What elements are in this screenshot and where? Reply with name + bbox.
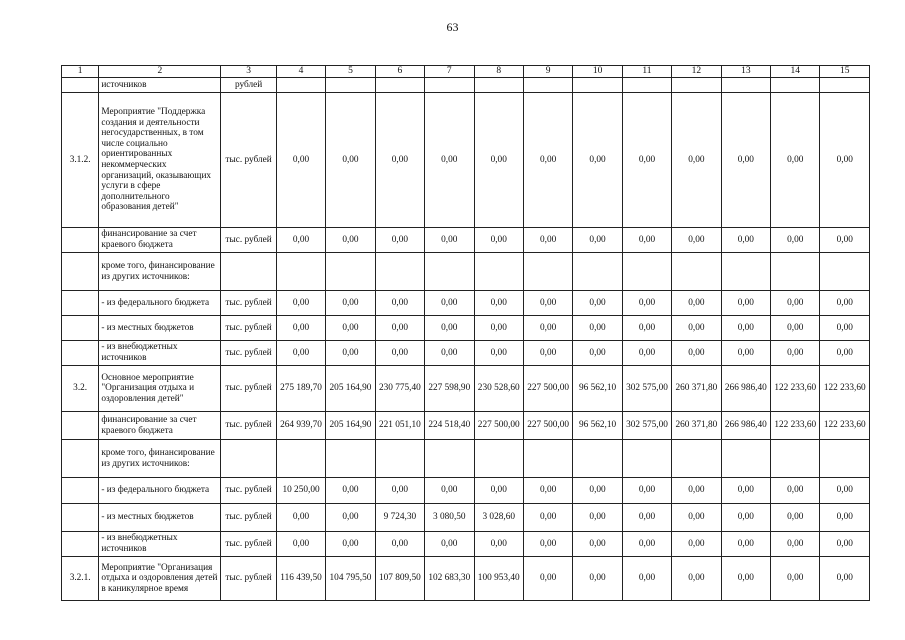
value-cell: [672, 253, 721, 291]
value-cell: [721, 440, 770, 478]
row-unit: [221, 253, 276, 291]
value-cell: 0,00: [771, 93, 820, 228]
value-cell: 0,00: [771, 228, 820, 253]
value-cell: 0,00: [375, 341, 424, 366]
value-cell: 0,00: [820, 504, 870, 532]
column-header: 5: [326, 66, 375, 78]
value-cell: 116 439,50: [276, 557, 325, 601]
value-cell: 0,00: [721, 228, 770, 253]
value-cell: 0,00: [622, 93, 671, 228]
table-row: [62, 341, 870, 366]
value-cell: [672, 78, 721, 93]
value-cell: 205 164,90: [326, 366, 375, 412]
value-cell: 0,00: [523, 341, 572, 366]
value-cell: 0,00: [425, 93, 474, 228]
table-row: [62, 78, 870, 93]
row-code: [62, 478, 99, 504]
value-cell: 0,00: [573, 341, 622, 366]
value-cell: 0,00: [573, 478, 622, 504]
value-cell: 0,00: [425, 478, 474, 504]
value-cell: 100 953,40: [474, 557, 523, 601]
row-unit: тыс. рублей: [221, 366, 276, 412]
value-cell: [523, 78, 572, 93]
value-cell: 0,00: [721, 557, 770, 601]
table-row: [62, 478, 870, 504]
row-name: - из федерального бюджета: [99, 291, 221, 316]
value-cell: 0,00: [622, 291, 671, 316]
page-number: 63: [446, 20, 459, 34]
value-cell: 0,00: [425, 532, 474, 557]
value-cell: [474, 440, 523, 478]
row-code: [62, 253, 99, 291]
value-cell: 275 189,70: [276, 366, 325, 412]
value-cell: 0,00: [771, 291, 820, 316]
value-cell: 107 809,50: [375, 557, 424, 601]
value-cell: 0,00: [771, 341, 820, 366]
column-header: 14: [771, 66, 820, 78]
row-name: Мероприятие "Организация отдыха и оздоровления детей в каникулярное время: [99, 557, 221, 601]
value-cell: 0,00: [820, 557, 870, 601]
value-cell: 0,00: [672, 228, 721, 253]
value-cell: 0,00: [326, 93, 375, 228]
value-cell: 0,00: [721, 504, 770, 532]
row-code: [62, 504, 99, 532]
row-name: - из федерального бюджета: [99, 478, 221, 504]
value-cell: [425, 253, 474, 291]
value-cell: 0,00: [672, 316, 721, 341]
value-cell: 0,00: [326, 478, 375, 504]
column-header: 15: [820, 66, 870, 78]
value-cell: 0,00: [721, 341, 770, 366]
value-cell: 0,00: [474, 341, 523, 366]
table-row: [62, 532, 870, 557]
value-cell: [375, 253, 424, 291]
row-name: источников: [99, 78, 221, 93]
value-cell: 0,00: [425, 316, 474, 341]
value-cell: 0,00: [672, 478, 721, 504]
value-cell: 0,00: [771, 532, 820, 557]
value-cell: [326, 253, 375, 291]
value-cell: [276, 78, 325, 93]
value-cell: 10 250,00: [276, 478, 325, 504]
value-cell: 0,00: [721, 93, 770, 228]
value-cell: 0,00: [326, 228, 375, 253]
row-code: [62, 291, 99, 316]
row-code: [62, 532, 99, 557]
row-code: 3.2.1.: [62, 557, 99, 601]
table-row: [62, 291, 870, 316]
value-cell: 0,00: [573, 291, 622, 316]
value-cell: 205 164,90: [326, 412, 375, 440]
table-row: [62, 253, 870, 291]
row-unit: тыс. рублей: [221, 316, 276, 341]
value-cell: 0,00: [276, 228, 325, 253]
row-name: - из внебюджетных источников: [99, 532, 221, 557]
value-cell: 0,00: [474, 228, 523, 253]
value-cell: 0,00: [771, 504, 820, 532]
row-code: [62, 412, 99, 440]
value-cell: 302 575,00: [622, 412, 671, 440]
value-cell: 0,00: [622, 532, 671, 557]
value-cell: 0,00: [375, 228, 424, 253]
value-cell: 96 562,10: [573, 412, 622, 440]
value-cell: 0,00: [820, 93, 870, 228]
value-cell: 0,00: [326, 532, 375, 557]
row-name: - из местных бюджетов: [99, 316, 221, 341]
header-row: [62, 66, 870, 78]
value-cell: 230 528,60: [474, 366, 523, 412]
value-cell: 0,00: [474, 478, 523, 504]
value-cell: 122 233,60: [820, 412, 870, 440]
value-cell: 102 683,30: [425, 557, 474, 601]
value-cell: 0,00: [523, 93, 572, 228]
value-cell: 0,00: [721, 316, 770, 341]
value-cell: 0,00: [622, 341, 671, 366]
column-header: 6: [375, 66, 424, 78]
value-cell: 0,00: [820, 228, 870, 253]
value-cell: 0,00: [276, 291, 325, 316]
value-cell: [326, 78, 375, 93]
value-cell: 0,00: [820, 291, 870, 316]
column-header: 13: [721, 66, 770, 78]
value-cell: 0,00: [622, 316, 671, 341]
value-cell: 0,00: [474, 532, 523, 557]
row-name: финансирование за счет краевого бюджета: [99, 412, 221, 440]
value-cell: 0,00: [326, 291, 375, 316]
value-cell: 0,00: [771, 478, 820, 504]
value-cell: [425, 440, 474, 478]
value-cell: 0,00: [276, 532, 325, 557]
value-cell: [771, 78, 820, 93]
value-cell: 0,00: [326, 504, 375, 532]
value-cell: 122 233,60: [820, 366, 870, 412]
column-header: 1: [62, 66, 99, 78]
row-name: - из местных бюджетов: [99, 504, 221, 532]
row-name: финансирование за счет краевого бюджета: [99, 228, 221, 253]
value-cell: 0,00: [375, 93, 424, 228]
value-cell: 0,00: [375, 478, 424, 504]
value-cell: [375, 440, 424, 478]
value-cell: 227 598,90: [425, 366, 474, 412]
column-header: 3: [221, 66, 276, 78]
value-cell: 0,00: [276, 504, 325, 532]
value-cell: 0,00: [771, 557, 820, 601]
value-cell: [474, 78, 523, 93]
value-cell: 104 795,50: [326, 557, 375, 601]
row-unit: тыс. рублей: [221, 291, 276, 316]
value-cell: 0,00: [573, 504, 622, 532]
value-cell: 0,00: [721, 532, 770, 557]
value-cell: 302 575,00: [622, 366, 671, 412]
table-row: [62, 93, 870, 228]
column-header: 11: [622, 66, 671, 78]
value-cell: 0,00: [326, 316, 375, 341]
table-row: [62, 412, 870, 440]
value-cell: [820, 440, 870, 478]
value-cell: 0,00: [771, 316, 820, 341]
value-cell: 0,00: [573, 228, 622, 253]
value-cell: [622, 253, 671, 291]
value-cell: [721, 253, 770, 291]
value-cell: 0,00: [573, 532, 622, 557]
value-cell: [523, 440, 572, 478]
row-code: 3.1.2.: [62, 93, 99, 228]
budget-table: [61, 65, 870, 601]
value-cell: 0,00: [276, 341, 325, 366]
row-unit: тыс. рублей: [221, 228, 276, 253]
value-cell: 0,00: [622, 478, 671, 504]
value-cell: 0,00: [375, 532, 424, 557]
value-cell: 122 233,60: [771, 366, 820, 412]
value-cell: [771, 440, 820, 478]
row-unit: тыс. рублей: [221, 504, 276, 532]
value-cell: 264 939,70: [276, 412, 325, 440]
value-cell: 0,00: [820, 532, 870, 557]
value-cell: [573, 440, 622, 478]
value-cell: 0,00: [474, 93, 523, 228]
value-cell: 227 500,00: [523, 412, 572, 440]
value-cell: 0,00: [721, 478, 770, 504]
value-cell: 0,00: [820, 478, 870, 504]
value-cell: 0,00: [523, 478, 572, 504]
column-header: 9: [523, 66, 572, 78]
row-unit: тыс. рублей: [221, 532, 276, 557]
table-row: [62, 316, 870, 341]
column-header: 12: [672, 66, 721, 78]
value-cell: 0,00: [672, 93, 721, 228]
value-cell: 0,00: [672, 557, 721, 601]
value-cell: 0,00: [573, 557, 622, 601]
value-cell: 227 500,00: [474, 412, 523, 440]
value-cell: 0,00: [672, 341, 721, 366]
value-cell: 0,00: [474, 291, 523, 316]
value-cell: 0,00: [474, 316, 523, 341]
row-code: [62, 440, 99, 478]
value-cell: 0,00: [573, 93, 622, 228]
value-cell: 0,00: [672, 291, 721, 316]
value-cell: [375, 78, 424, 93]
column-header: 10: [573, 66, 622, 78]
value-cell: 0,00: [375, 291, 424, 316]
row-unit: тыс. рублей: [221, 341, 276, 366]
value-cell: [425, 78, 474, 93]
value-cell: 0,00: [622, 557, 671, 601]
table-row: [62, 557, 870, 601]
value-cell: [523, 253, 572, 291]
value-cell: 0,00: [276, 93, 325, 228]
value-cell: 0,00: [672, 532, 721, 557]
column-header: 2: [99, 66, 221, 78]
value-cell: 0,00: [573, 316, 622, 341]
value-cell: 0,00: [622, 228, 671, 253]
value-cell: 230 775,40: [375, 366, 424, 412]
value-cell: [276, 253, 325, 291]
value-cell: [721, 78, 770, 93]
value-cell: 0,00: [375, 316, 424, 341]
value-cell: 0,00: [523, 504, 572, 532]
value-cell: [474, 253, 523, 291]
value-cell: 260 371,80: [672, 366, 721, 412]
table-row: [62, 228, 870, 253]
table-row: [62, 440, 870, 478]
value-cell: 0,00: [523, 532, 572, 557]
value-cell: 122 233,60: [771, 412, 820, 440]
value-cell: 0,00: [523, 557, 572, 601]
row-name: кроме того, финансирование из других источников:: [99, 440, 221, 478]
value-cell: 224 518,40: [425, 412, 474, 440]
value-cell: 3 080,50: [425, 504, 474, 532]
row-unit: тыс. рублей: [221, 412, 276, 440]
value-cell: [622, 440, 671, 478]
value-cell: [820, 253, 870, 291]
value-cell: 0,00: [523, 316, 572, 341]
value-cell: 0,00: [820, 316, 870, 341]
value-cell: 0,00: [523, 291, 572, 316]
value-cell: [672, 440, 721, 478]
value-cell: 221 051,10: [375, 412, 424, 440]
value-cell: [771, 253, 820, 291]
value-cell: 0,00: [523, 228, 572, 253]
row-code: [62, 78, 99, 93]
value-cell: 0,00: [820, 341, 870, 366]
value-cell: 260 371,80: [672, 412, 721, 440]
row-code: [62, 341, 99, 366]
value-cell: 0,00: [672, 504, 721, 532]
row-code: [62, 228, 99, 253]
value-cell: [622, 78, 671, 93]
table-row: [62, 366, 870, 412]
value-cell: 96 562,10: [573, 366, 622, 412]
row-unit: [221, 440, 276, 478]
row-unit: тыс. рублей: [221, 557, 276, 601]
value-cell: 0,00: [425, 341, 474, 366]
row-name: Основное мероприятие "Организация отдыха и оздоровления детей": [99, 366, 221, 412]
value-cell: 0,00: [326, 341, 375, 366]
column-header: 7: [425, 66, 474, 78]
row-code: [62, 316, 99, 341]
value-cell: 0,00: [721, 291, 770, 316]
value-cell: 0,00: [276, 316, 325, 341]
row-name: - из внебюджетных источников: [99, 341, 221, 366]
value-cell: 9 724,30: [375, 504, 424, 532]
column-header: 4: [276, 66, 325, 78]
value-cell: 0,00: [622, 504, 671, 532]
row-name: кроме того, финансирование из других источников:: [99, 253, 221, 291]
value-cell: [326, 440, 375, 478]
value-cell: [820, 78, 870, 93]
column-header: 8: [474, 66, 523, 78]
value-cell: 0,00: [425, 228, 474, 253]
value-cell: 266 986,40: [721, 412, 770, 440]
value-cell: 227 500,00: [523, 366, 572, 412]
row-name: Мероприятие "Поддержка создания и деятельности негосударственных, в том числе социально ориентированных некоммерческих организаций, оказывающих услуги в сфере дополнительного образования детей": [99, 93, 221, 228]
value-cell: [573, 253, 622, 291]
row-unit: тыс. рублей: [221, 93, 276, 228]
value-cell: [573, 78, 622, 93]
row-unit: рублей: [221, 78, 276, 93]
row-unit: тыс. рублей: [221, 478, 276, 504]
table-row: [62, 504, 870, 532]
value-cell: 266 986,40: [721, 366, 770, 412]
value-cell: 3 028,60: [474, 504, 523, 532]
row-code: 3.2.: [62, 366, 99, 412]
value-cell: 0,00: [425, 291, 474, 316]
value-cell: [276, 440, 325, 478]
